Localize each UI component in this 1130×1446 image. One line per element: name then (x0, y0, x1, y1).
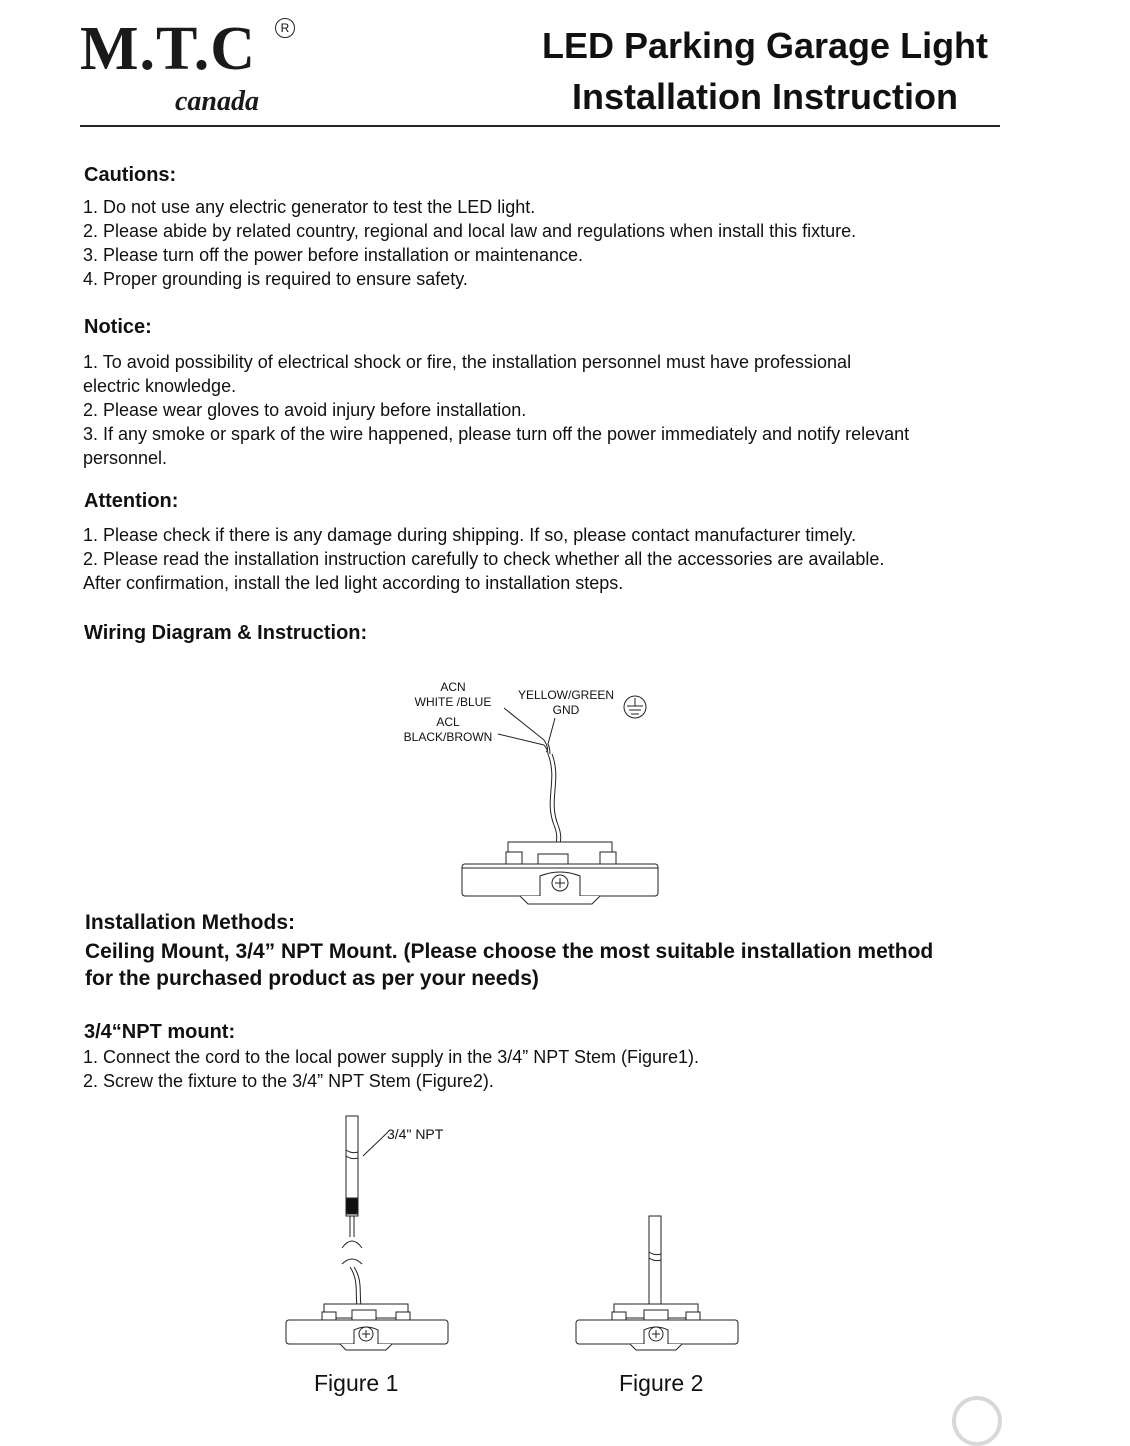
installation-methods-text: Ceiling Mount, 3/4” NPT Mount. (Please choose the most suitable installation method for the purchased product as per your needs) (85, 940, 934, 990)
npt-stem-label: 3/4" NPT (387, 1126, 444, 1142)
figure-1-drawing (280, 1112, 460, 1362)
list-item: 2. Please wear gloves to avoid injury before installation. (83, 400, 527, 420)
attention-list (83, 523, 884, 595)
acl-label: ACL BLACK/BROWN (403, 715, 493, 744)
list-item: electric knowledge. (83, 376, 237, 396)
figure-1-caption: Figure 1 (314, 1370, 399, 1396)
figure-2-caption: Figure 2 (619, 1370, 704, 1396)
list-item: personnel. (83, 448, 168, 468)
gnd-label: YELLOW/GREEN GND (517, 688, 615, 717)
document-title (500, 20, 1030, 122)
logo-text: M.T.C (80, 15, 257, 83)
notice-heading: Notice: (84, 316, 152, 338)
figure-2-drawing (570, 1212, 750, 1362)
npt-mount-heading: 3/4“NPT mount: (84, 1021, 236, 1043)
title-line-2: Installation Instruction (571, 76, 958, 117)
logo-subtitle: canada (175, 86, 259, 117)
list-item: 1. Do not use any electric generator to test the LED light. (83, 197, 536, 217)
npt-mount-list (83, 1045, 699, 1093)
list-item: After confirmation, install the led light according to installation steps. (83, 573, 624, 593)
list-item: 1. To avoid possibility of electrical shock or fire, the installation personnel must have professional (83, 352, 852, 372)
ground-symbol-icon (624, 696, 646, 718)
header-divider (80, 125, 1000, 127)
attention-heading: Attention: (84, 490, 179, 512)
list-item: 2. Please read the installation instruction carefully to check whether all the accessories are available. (83, 549, 885, 569)
acn-label: ACN WHITE /BLUE (414, 680, 492, 709)
installation-methods-heading: Installation Methods: (85, 911, 295, 934)
list-item: 4. Proper grounding is required to ensure safety. (83, 269, 468, 289)
list-item: 1. Connect the cord to the local power supply in the 3/4” NPT Stem (Figure1). (83, 1047, 699, 1067)
cautions-list (83, 195, 856, 291)
title-line-1: LED Parking Garage Light (541, 25, 989, 66)
page-corner-mark (952, 1396, 1002, 1446)
registered-mark-icon: R (275, 18, 295, 38)
list-item: 3. Please turn off the power before installation or maintenance. (83, 245, 583, 265)
list-item: 3. If any smoke or spark of the wire happened, please turn off the power immediately and notify relevant (83, 424, 910, 444)
list-item: 2. Please abide by related country, regional and local law and regulations when install this fixture. (83, 221, 857, 241)
wiring-heading: Wiring Diagram & Instruction: (84, 622, 368, 644)
wiring-diagram (440, 690, 680, 910)
list-item: 1. Please check if there is any damage during shipping. If so, please contact manufacturer timely. (83, 525, 857, 545)
notice-list (83, 350, 909, 470)
list-item: 2. Screw the fixture to the 3/4” NPT Stem (Figure2). (83, 1071, 494, 1091)
cautions-heading: Cautions: (84, 164, 177, 186)
